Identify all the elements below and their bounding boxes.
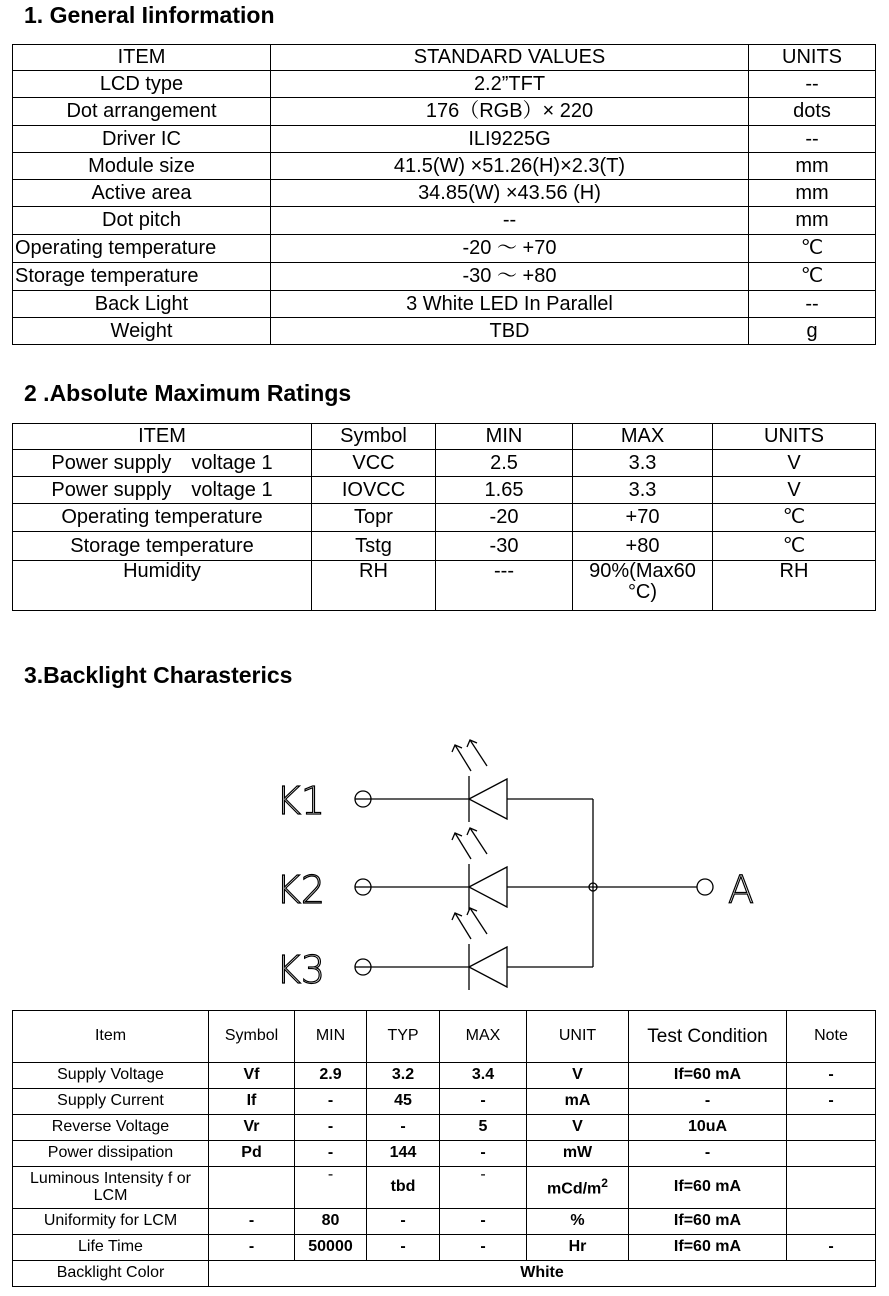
typ-cell: 3.2 (367, 1063, 440, 1089)
max-cell: 3.4 (440, 1063, 527, 1089)
table-row (13, 1235, 876, 1261)
typ-cell: - (367, 1209, 440, 1235)
column-header: MIN (295, 1011, 367, 1063)
max-cell: - (440, 1141, 527, 1167)
typ-cell: 45 (367, 1089, 440, 1115)
value-cell: -20 ～ +70 (271, 235, 749, 263)
a-label: A (728, 868, 754, 912)
item-cell: Module size (13, 153, 271, 180)
note-cell: - (787, 1235, 876, 1261)
note-cell: - (787, 1063, 876, 1089)
symbol-cell (209, 1167, 295, 1209)
test-condition-cell: If=60 mA (629, 1167, 787, 1209)
column-header: MAX (440, 1011, 527, 1063)
max-cell: 90%(Max60 °C) (573, 561, 713, 611)
column-header: Symbol (209, 1011, 295, 1063)
min-cell: 1.65 (436, 477, 573, 504)
symbol-cell: IOVCC (312, 477, 436, 504)
table-row (13, 1063, 876, 1089)
unit-cell: V (527, 1063, 629, 1089)
max-cell: 5 (440, 1115, 527, 1141)
unit-cell: Hr (527, 1235, 629, 1261)
item-cell: LCD type (13, 71, 271, 98)
test-condition-cell: - (629, 1089, 787, 1115)
typ-cell: tbd (367, 1167, 440, 1209)
unit-cell: % (527, 1209, 629, 1235)
min-cell: 80 (295, 1209, 367, 1235)
table-row (13, 1089, 876, 1115)
backlight-color-value: White (209, 1261, 876, 1287)
typ-cell: - (367, 1235, 440, 1261)
unit-cell: mm (749, 180, 876, 207)
unit-cell: g (749, 318, 876, 345)
unit-cell: -- (749, 126, 876, 153)
item-cell: Dot pitch (13, 207, 271, 235)
min-cell: 2.5 (436, 450, 573, 477)
section-2-heading: 2 .Absolute Maximum Ratings (24, 380, 352, 406)
symbol-cell: - (209, 1209, 295, 1235)
unit-cell: V (527, 1115, 629, 1141)
value-cell: 34.85(W) ×43.56 (H) (271, 180, 749, 207)
item-cell: Power supply voltage 1 (13, 450, 312, 477)
column-header: UNITS (749, 45, 876, 71)
min-cell: 2.9 (295, 1063, 367, 1089)
unit-cell: dots (749, 98, 876, 126)
note-cell: - (787, 1089, 876, 1115)
column-header: UNITS (713, 424, 876, 450)
unit-cell: ℃ (713, 532, 876, 561)
table-row (13, 1167, 876, 1209)
unit-cell (527, 1167, 629, 1209)
item-cell: Weight (13, 318, 271, 345)
note-cell (787, 1209, 876, 1235)
max-cell: +80 (573, 532, 713, 561)
max-cell: - (440, 1089, 527, 1115)
symbol-cell: Vr (209, 1115, 295, 1141)
test-condition-cell: - (629, 1141, 787, 1167)
column-header: Item (13, 1011, 209, 1063)
unit-cell: mA (527, 1089, 629, 1115)
k2-label: K2 (276, 868, 326, 912)
table-row (13, 1261, 876, 1287)
unit-cell: -- (749, 291, 876, 318)
item-cell: Uniformity for LCM (13, 1209, 209, 1235)
test-condition-cell: If=60 mA (629, 1209, 787, 1235)
min-cell: - (295, 1115, 367, 1141)
item-cell: Back Light (13, 291, 271, 318)
item-cell: Driver IC (13, 126, 271, 153)
test-condition-cell: If=60 mA (629, 1063, 787, 1089)
min-cell: - (295, 1167, 367, 1209)
min-cell: 50000 (295, 1235, 367, 1261)
note-cell (787, 1167, 876, 1209)
column-header: ITEM (13, 45, 271, 71)
column-header: MAX (573, 424, 713, 450)
value-cell: ILI9225G (271, 126, 749, 153)
test-condition-cell: 10uA (629, 1115, 787, 1141)
item-cell: Storage temperature (13, 532, 312, 561)
value-cell: -- (271, 207, 749, 235)
column-header: ITEM (13, 424, 312, 450)
min-cell: -20 (436, 504, 573, 532)
k3-label: K3 (276, 948, 326, 992)
min-cell: - (295, 1141, 367, 1167)
column-header: Note (787, 1011, 876, 1063)
table-row (13, 1209, 876, 1235)
max-cell: +70 (573, 504, 713, 532)
unit-cell: mm (749, 207, 876, 235)
unit-cell: ℃ (713, 504, 876, 532)
value-cell: 41.5(W) ×51.26(H)×2.3(T) (271, 153, 749, 180)
value-cell: TBD (271, 318, 749, 345)
unit-cell: ℃ (749, 263, 876, 291)
symbol-cell: If (209, 1089, 295, 1115)
unit-cell: mW (527, 1141, 629, 1167)
item-cell: Dot arrangement (13, 98, 271, 126)
test-condition-cell: If=60 mA (629, 1235, 787, 1261)
typ-cell: - (367, 1115, 440, 1141)
item-cell: Active area (13, 180, 271, 207)
unit-superscript: 2 (601, 1175, 608, 1190)
value-cell: 2.2”TFT (271, 71, 749, 98)
column-header: MIN (436, 424, 573, 450)
item-cell: Operating temperature (13, 504, 312, 532)
item-cell: Life Time (13, 1235, 209, 1261)
item-cell: Luminous Intensity f or LCM (13, 1167, 209, 1209)
unit-text: mCd/m (547, 1180, 602, 1198)
unit-cell: RH (713, 561, 876, 611)
note-cell (787, 1141, 876, 1167)
k1-label: K1 (276, 779, 326, 823)
item-cell: Storage temperature (13, 263, 271, 291)
max-cell: - (440, 1209, 527, 1235)
table-row (13, 1141, 876, 1167)
symbol-cell: Vf (209, 1063, 295, 1089)
symbol-cell: Tstg (312, 532, 436, 561)
symbol-cell: - (209, 1235, 295, 1261)
typ-cell: 144 (367, 1141, 440, 1167)
note-cell (787, 1115, 876, 1141)
symbol-cell: VCC (312, 450, 436, 477)
value-cell: 176（RGB）× 220 (271, 98, 749, 126)
symbol-cell: RH (312, 561, 436, 611)
min-cell: - (295, 1089, 367, 1115)
value-cell: -30 ～ +80 (271, 263, 749, 291)
unit-cell: V (713, 450, 876, 477)
table-header-row (13, 1011, 876, 1063)
value-cell: 3 White LED In Parallel (271, 291, 749, 318)
unit-cell: V (713, 477, 876, 504)
item-cell: Supply Voltage (13, 1063, 209, 1089)
column-header: TYP (367, 1011, 440, 1063)
item-cell: Reverse Voltage (13, 1115, 209, 1141)
max-cell: - (440, 1235, 527, 1261)
max-cell: 3.3 (573, 477, 713, 504)
table-row (13, 1115, 876, 1141)
max-cell: - (440, 1167, 527, 1209)
column-header: Test Condition (629, 1011, 787, 1063)
symbol-cell: Pd (209, 1141, 295, 1167)
max-cell: 3.3 (573, 450, 713, 477)
section-1-heading: 1. General Iinformation (24, 2, 275, 28)
section-3-heading: 3.Backlight Charasterics (24, 662, 293, 688)
unit-cell: ℃ (749, 235, 876, 263)
min-cell: --- (436, 561, 573, 611)
min-cell: -30 (436, 532, 573, 561)
column-header: STANDARD VALUES (271, 45, 749, 71)
item-cell: Humidity (13, 561, 312, 611)
unit-cell: mm (749, 153, 876, 180)
item-cell: Power supply voltage 1 (13, 477, 312, 504)
symbol-cell: Topr (312, 504, 436, 532)
column-header: UNIT (527, 1011, 629, 1063)
item-cell: Power dissipation (13, 1141, 209, 1167)
item-cell: Backlight Color (13, 1261, 209, 1287)
item-cell: Operating temperature (13, 235, 271, 263)
item-cell: Supply Current (13, 1089, 209, 1115)
unit-cell: -- (749, 71, 876, 98)
column-header: Symbol (312, 424, 436, 450)
backlight-characteristics-table (12, 1010, 876, 1287)
